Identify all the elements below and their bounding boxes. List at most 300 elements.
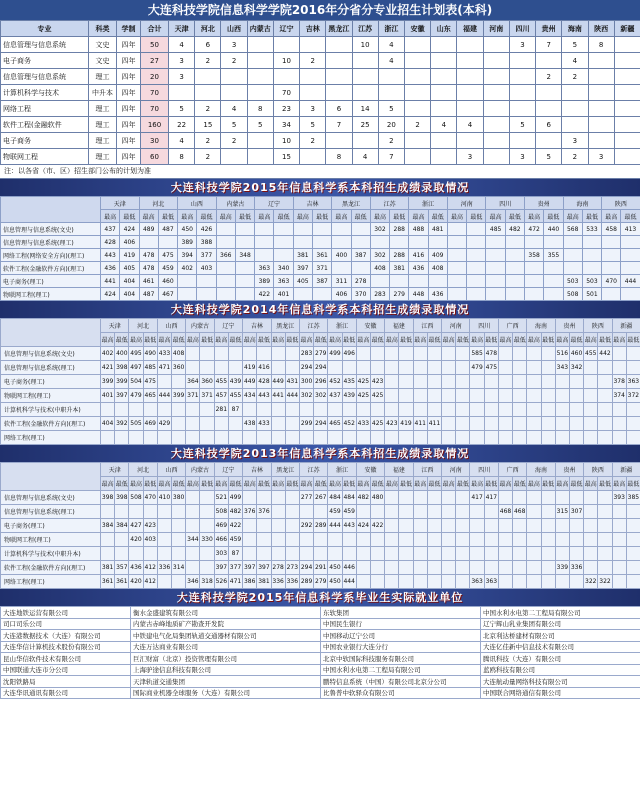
major-name: 信息管理与信息系统(理工) xyxy=(1,505,101,519)
score-min xyxy=(285,519,299,533)
score-min xyxy=(228,417,242,431)
score-max: 449 xyxy=(271,375,285,389)
score-max xyxy=(186,417,200,431)
min-header: 最低 xyxy=(197,210,216,223)
score-max xyxy=(498,347,512,361)
plan-cell: 3 xyxy=(169,53,195,69)
score-max xyxy=(129,431,143,445)
score-min: 482 xyxy=(505,223,524,236)
score-min xyxy=(626,403,640,417)
score-min: 302 xyxy=(314,389,328,403)
province-header: 吉林 xyxy=(243,463,271,477)
score-row xyxy=(1,223,640,236)
score-max: 397 xyxy=(214,561,228,575)
plan-cell xyxy=(588,117,614,133)
score-max xyxy=(584,505,598,519)
score-min: 501 xyxy=(582,288,601,301)
plan-cell xyxy=(404,53,430,69)
score-min: 444 xyxy=(342,575,356,589)
score-min xyxy=(456,561,470,575)
province-header: 山西 xyxy=(178,197,217,210)
plan-cell: 5 xyxy=(562,37,588,53)
plan-cell xyxy=(509,53,535,69)
score-min xyxy=(513,347,527,361)
score-min: 452 xyxy=(342,417,356,431)
score-max xyxy=(186,403,200,417)
plan-row xyxy=(1,101,640,117)
score-max xyxy=(442,561,456,575)
score-min xyxy=(390,236,409,249)
score-max xyxy=(447,223,466,236)
score-min: 424 xyxy=(120,223,139,236)
score-max xyxy=(243,347,257,361)
score-min: 340 xyxy=(274,262,293,275)
score-max xyxy=(413,505,427,519)
plan-cell xyxy=(457,53,483,69)
plan-cell xyxy=(247,133,273,149)
score-max xyxy=(157,519,171,533)
score-min xyxy=(621,236,640,249)
score-row xyxy=(1,547,640,561)
plan-cell: 7 xyxy=(536,37,562,53)
score-min xyxy=(484,389,498,403)
score-min xyxy=(342,361,356,375)
plan-cell: 4 xyxy=(221,101,247,117)
score-min: 380 xyxy=(172,491,186,505)
score-min: 330 xyxy=(200,533,214,547)
score-min xyxy=(371,575,385,589)
score-max: 425 xyxy=(356,375,370,389)
plan-header-cell: 科类 xyxy=(89,21,117,37)
score-min xyxy=(626,417,640,431)
score-max: 508 xyxy=(214,505,228,519)
max-header: 最高 xyxy=(370,210,389,223)
province-header: 贵州 xyxy=(555,319,583,333)
score-max xyxy=(356,361,370,375)
score-max xyxy=(299,533,313,547)
score-min xyxy=(197,288,216,301)
min-header: 最低 xyxy=(467,210,486,223)
plan-cell xyxy=(326,133,352,149)
score-min: 475 xyxy=(484,361,498,375)
score-min xyxy=(200,361,214,375)
max-header: 最高 xyxy=(243,333,257,347)
score-min xyxy=(274,223,293,236)
score-max xyxy=(356,533,370,547)
province-header: 山西 xyxy=(157,463,185,477)
score-max xyxy=(563,236,582,249)
plan-cell xyxy=(483,101,509,117)
score-max xyxy=(555,403,569,417)
score-max xyxy=(498,361,512,375)
score-min xyxy=(427,519,441,533)
score-min xyxy=(257,533,271,547)
score-max xyxy=(157,547,171,561)
score-min: 465 xyxy=(143,389,157,403)
employer-name: 衡水金盛建筑有限公司 xyxy=(131,607,321,619)
score-max: 421 xyxy=(101,361,115,375)
score-max: 398 xyxy=(101,491,115,505)
score-max: 503 xyxy=(563,275,582,288)
score-min xyxy=(371,361,385,375)
min-header: 最低 xyxy=(143,333,157,347)
score-max xyxy=(271,505,285,519)
major-name: 计算机科学与技术(中职升本) xyxy=(1,403,101,417)
plan-cell xyxy=(614,149,640,165)
score-min: 444 xyxy=(285,389,299,403)
plan-cell: 3 xyxy=(509,149,535,165)
score-min: 425 xyxy=(371,417,385,431)
score-max: 344 xyxy=(186,533,200,547)
score-row xyxy=(1,262,640,275)
score-min xyxy=(484,505,498,519)
score-row xyxy=(1,236,640,249)
employer-name: 腾讯科技（大连）有限公司 xyxy=(481,653,640,665)
score-max xyxy=(470,389,484,403)
score-min xyxy=(257,519,271,533)
score-max xyxy=(470,403,484,417)
score-min: 499 xyxy=(228,491,242,505)
employer-name: 天津轨道交通集团 xyxy=(131,676,321,688)
plan-cell xyxy=(588,69,614,85)
score-min xyxy=(285,491,299,505)
score-max: 508 xyxy=(129,491,143,505)
score-max: 488 xyxy=(409,223,428,236)
province-header: 内蒙古 xyxy=(186,319,214,333)
plan-cell xyxy=(588,101,614,117)
max-header: 最高 xyxy=(216,210,235,223)
plan-header-cell: 江苏 xyxy=(352,21,378,37)
employer-name: 大连万达商业有限公司 xyxy=(131,641,321,653)
plan-cell: 四年 xyxy=(117,53,141,69)
score-max: 437 xyxy=(101,223,120,236)
plan-cell xyxy=(404,85,430,101)
score-max: 585 xyxy=(470,347,484,361)
score-min xyxy=(285,361,299,375)
score-min: 471 xyxy=(228,575,242,589)
score-max xyxy=(584,403,598,417)
score-max xyxy=(385,431,399,445)
score-min xyxy=(427,561,441,575)
score-min xyxy=(314,505,328,519)
score-max xyxy=(271,417,285,431)
score-min: 423 xyxy=(143,519,157,533)
plan-cell: 四年 xyxy=(117,37,141,53)
score-min: 408 xyxy=(428,262,447,275)
score-max xyxy=(442,431,456,445)
score-max: 516 xyxy=(555,347,569,361)
score-max xyxy=(527,547,541,561)
plan-cell: 3 xyxy=(221,37,247,53)
score-min xyxy=(541,491,555,505)
province-header: 四川 xyxy=(470,319,498,333)
score-min: 446 xyxy=(342,561,356,575)
plan-cell: 4 xyxy=(378,53,404,69)
score-max xyxy=(356,561,370,575)
score-min: 408 xyxy=(172,347,186,361)
plan-cell xyxy=(614,117,640,133)
score-min xyxy=(582,236,601,249)
score-min xyxy=(342,533,356,547)
plan-header-cell: 浙江 xyxy=(378,21,404,37)
plan-cell xyxy=(300,149,326,165)
plan-cell: 8 xyxy=(247,101,273,117)
plan-cell: 7 xyxy=(326,117,352,133)
major-name: 信息管理与信息系统(理工) xyxy=(1,236,101,249)
employment-row xyxy=(1,641,640,653)
score-max xyxy=(486,262,505,275)
score-min: 411 xyxy=(427,417,441,431)
max-header: 最高 xyxy=(584,477,598,491)
score-min: 475 xyxy=(158,249,177,262)
max-header: 最高 xyxy=(243,477,257,491)
score-max xyxy=(139,236,158,249)
score-max xyxy=(216,288,235,301)
min-header: 最低 xyxy=(456,333,470,347)
score-row xyxy=(1,249,640,262)
score-max: 437 xyxy=(328,389,342,403)
score-max xyxy=(101,505,115,519)
employment-row xyxy=(1,664,640,676)
score-row xyxy=(1,275,640,288)
score-max xyxy=(555,519,569,533)
plan-header-row xyxy=(1,21,640,37)
score-max xyxy=(255,223,274,236)
plan-cell: 2 xyxy=(221,53,247,69)
plan-header-cell: 河南 xyxy=(483,21,509,37)
score-max xyxy=(498,575,512,589)
score-max xyxy=(527,491,541,505)
province-header: 陕西 xyxy=(602,197,640,210)
province-header: 广西 xyxy=(498,463,526,477)
score-max xyxy=(413,575,427,589)
score-max xyxy=(612,519,626,533)
score-min: 425 xyxy=(371,389,385,403)
employment-row xyxy=(1,653,640,665)
score-max xyxy=(470,561,484,575)
score-min xyxy=(544,262,563,275)
plan-cell: 信息管理与信息系统 xyxy=(1,69,89,85)
plan-cell xyxy=(588,53,614,69)
score-min: 413 xyxy=(621,223,640,236)
score-min xyxy=(541,361,555,375)
plan-cell xyxy=(509,69,535,85)
score-max: 455 xyxy=(214,375,228,389)
score-header-row xyxy=(1,463,640,477)
employer-name: 巨汇财富（北京）投资管理有限公司 xyxy=(131,653,321,665)
score-max xyxy=(370,236,389,249)
min-header: 最低 xyxy=(427,477,441,491)
max-header: 最高 xyxy=(129,333,143,347)
score-max xyxy=(612,505,626,519)
score-min xyxy=(399,491,413,505)
score-min xyxy=(456,375,470,389)
score-max xyxy=(498,519,512,533)
plan-cell: 3 xyxy=(169,69,195,85)
score-min xyxy=(569,375,583,389)
plan-cell xyxy=(247,69,273,85)
score-min xyxy=(172,375,186,389)
max-header: 最高 xyxy=(186,477,200,491)
score-min: 397 xyxy=(115,389,129,403)
score-max: 484 xyxy=(328,491,342,505)
score-min xyxy=(200,347,214,361)
score-max xyxy=(527,347,541,361)
score-max: 433 xyxy=(157,347,171,361)
score-max: 302 xyxy=(370,249,389,262)
plan-cell xyxy=(195,69,221,85)
plan-header-cell: 安徽 xyxy=(404,21,430,37)
score-max: 404 xyxy=(101,417,115,431)
plan-header-cell: 专业 xyxy=(1,21,89,37)
plan-cell xyxy=(483,53,509,69)
score-header-corner xyxy=(1,463,101,491)
score-min: 436 xyxy=(428,288,447,301)
score-max xyxy=(271,431,285,445)
score-min: 482 xyxy=(228,505,242,519)
score-min xyxy=(626,533,640,547)
plan-cell xyxy=(483,69,509,85)
max-header: 最高 xyxy=(157,477,171,491)
score-min: 336 xyxy=(285,575,299,589)
major-name: 软件工程(金融软件方向)(理工) xyxy=(1,262,101,275)
max-header: 最高 xyxy=(498,333,512,347)
min-header: 最低 xyxy=(399,477,413,491)
plan-cell xyxy=(195,85,221,101)
plan-cell: 5 xyxy=(169,101,195,117)
employer-name: 大连亿佳新中信息技术有限公司 xyxy=(481,641,640,653)
score-max: 363 xyxy=(255,262,274,275)
score-max xyxy=(527,389,541,403)
score-max xyxy=(328,431,342,445)
plan-cell: 3 xyxy=(457,149,483,165)
score-min xyxy=(257,547,271,561)
score-row xyxy=(1,389,640,403)
score-max xyxy=(243,519,257,533)
score-min xyxy=(399,561,413,575)
plan-header-cell: 山西 xyxy=(221,21,247,37)
score-max: 401 xyxy=(101,389,115,403)
score-max: 466 xyxy=(214,533,228,547)
plan-cell: 6 xyxy=(326,101,352,117)
score-max xyxy=(243,547,257,561)
plan-cell xyxy=(431,69,457,85)
plan-cell: 8 xyxy=(588,37,614,53)
score-min: 307 xyxy=(569,505,583,519)
min-header: 最低 xyxy=(399,333,413,347)
plan-cell: 网络工程 xyxy=(1,101,89,117)
score-min: 416 xyxy=(257,361,271,375)
max-header: 最高 xyxy=(157,333,171,347)
score-min xyxy=(541,431,555,445)
score-max xyxy=(157,505,171,519)
score-min xyxy=(569,403,583,417)
score-header-row xyxy=(1,319,640,333)
score-min: 381 xyxy=(257,575,271,589)
score-row xyxy=(1,533,640,547)
score-min xyxy=(399,547,413,561)
score-max: 423 xyxy=(385,417,399,431)
score-max: 315 xyxy=(555,505,569,519)
min-header: 最低 xyxy=(200,477,214,491)
province-header: 河北 xyxy=(129,319,157,333)
score-max: 419 xyxy=(243,361,257,375)
plan-cell: 四年 xyxy=(117,85,141,101)
min-header: 最低 xyxy=(371,333,385,347)
score-min xyxy=(598,403,612,417)
score-min xyxy=(313,288,332,301)
max-header: 最高 xyxy=(555,477,569,491)
min-header: 最低 xyxy=(428,210,447,223)
score-min xyxy=(172,505,186,519)
plan-cell: 中升本 xyxy=(89,85,117,101)
score-max xyxy=(442,519,456,533)
score-min: 475 xyxy=(143,375,157,389)
score-min: 360 xyxy=(200,375,214,389)
score-max xyxy=(293,236,312,249)
score-max xyxy=(442,389,456,403)
plan-cell: 四年 xyxy=(117,69,141,85)
score-min xyxy=(569,547,583,561)
score-max xyxy=(328,403,342,417)
employment-row xyxy=(1,618,640,630)
score-max: 438 xyxy=(243,417,257,431)
score-min: 371 xyxy=(313,262,332,275)
score-max: 294 xyxy=(299,361,313,375)
score-max: 444 xyxy=(157,389,171,403)
score-min xyxy=(626,519,640,533)
score-max xyxy=(584,491,598,505)
plan-header-cell: 贵州 xyxy=(536,21,562,37)
score-max: 339 xyxy=(555,561,569,575)
score-min xyxy=(626,561,640,575)
score-min xyxy=(467,249,486,262)
score-max: 394 xyxy=(178,249,197,262)
score-max: 497 xyxy=(129,361,143,375)
min-header: 最低 xyxy=(172,333,186,347)
province-header: 江苏 xyxy=(299,463,327,477)
score-min xyxy=(569,431,583,445)
plan-cell xyxy=(378,69,404,85)
score-max: 433 xyxy=(356,417,370,431)
score-max: 366 xyxy=(216,249,235,262)
province-header: 吉林 xyxy=(243,319,271,333)
score-min: 460 xyxy=(158,275,177,288)
plan-cell: 四年 xyxy=(117,101,141,117)
min-header: 最低 xyxy=(513,333,527,347)
score-max xyxy=(413,431,427,445)
max-header: 最高 xyxy=(293,210,312,223)
score-min xyxy=(274,236,293,249)
score-min xyxy=(541,417,555,431)
score-min: 480 xyxy=(371,491,385,505)
employer-name: 中国水利水电第二工程局有限公司 xyxy=(481,607,640,619)
score-max xyxy=(255,249,274,262)
score-min xyxy=(626,347,640,361)
score-min: 468 xyxy=(513,505,527,519)
province-header: 浙江 xyxy=(328,463,356,477)
score-max: 489 xyxy=(139,223,158,236)
score-min xyxy=(143,547,157,561)
min-header: 最低 xyxy=(371,477,385,491)
plan-header-cell: 福建 xyxy=(457,21,483,37)
score-min xyxy=(427,361,441,375)
score-min xyxy=(399,519,413,533)
section-2014-title: 大连科技学院2014年信息科学系本科招生成绩录取情况 xyxy=(0,301,640,318)
plan-cell: 60 xyxy=(141,149,169,165)
min-header: 最低 xyxy=(569,477,583,491)
province-header: 海南 xyxy=(527,319,555,333)
